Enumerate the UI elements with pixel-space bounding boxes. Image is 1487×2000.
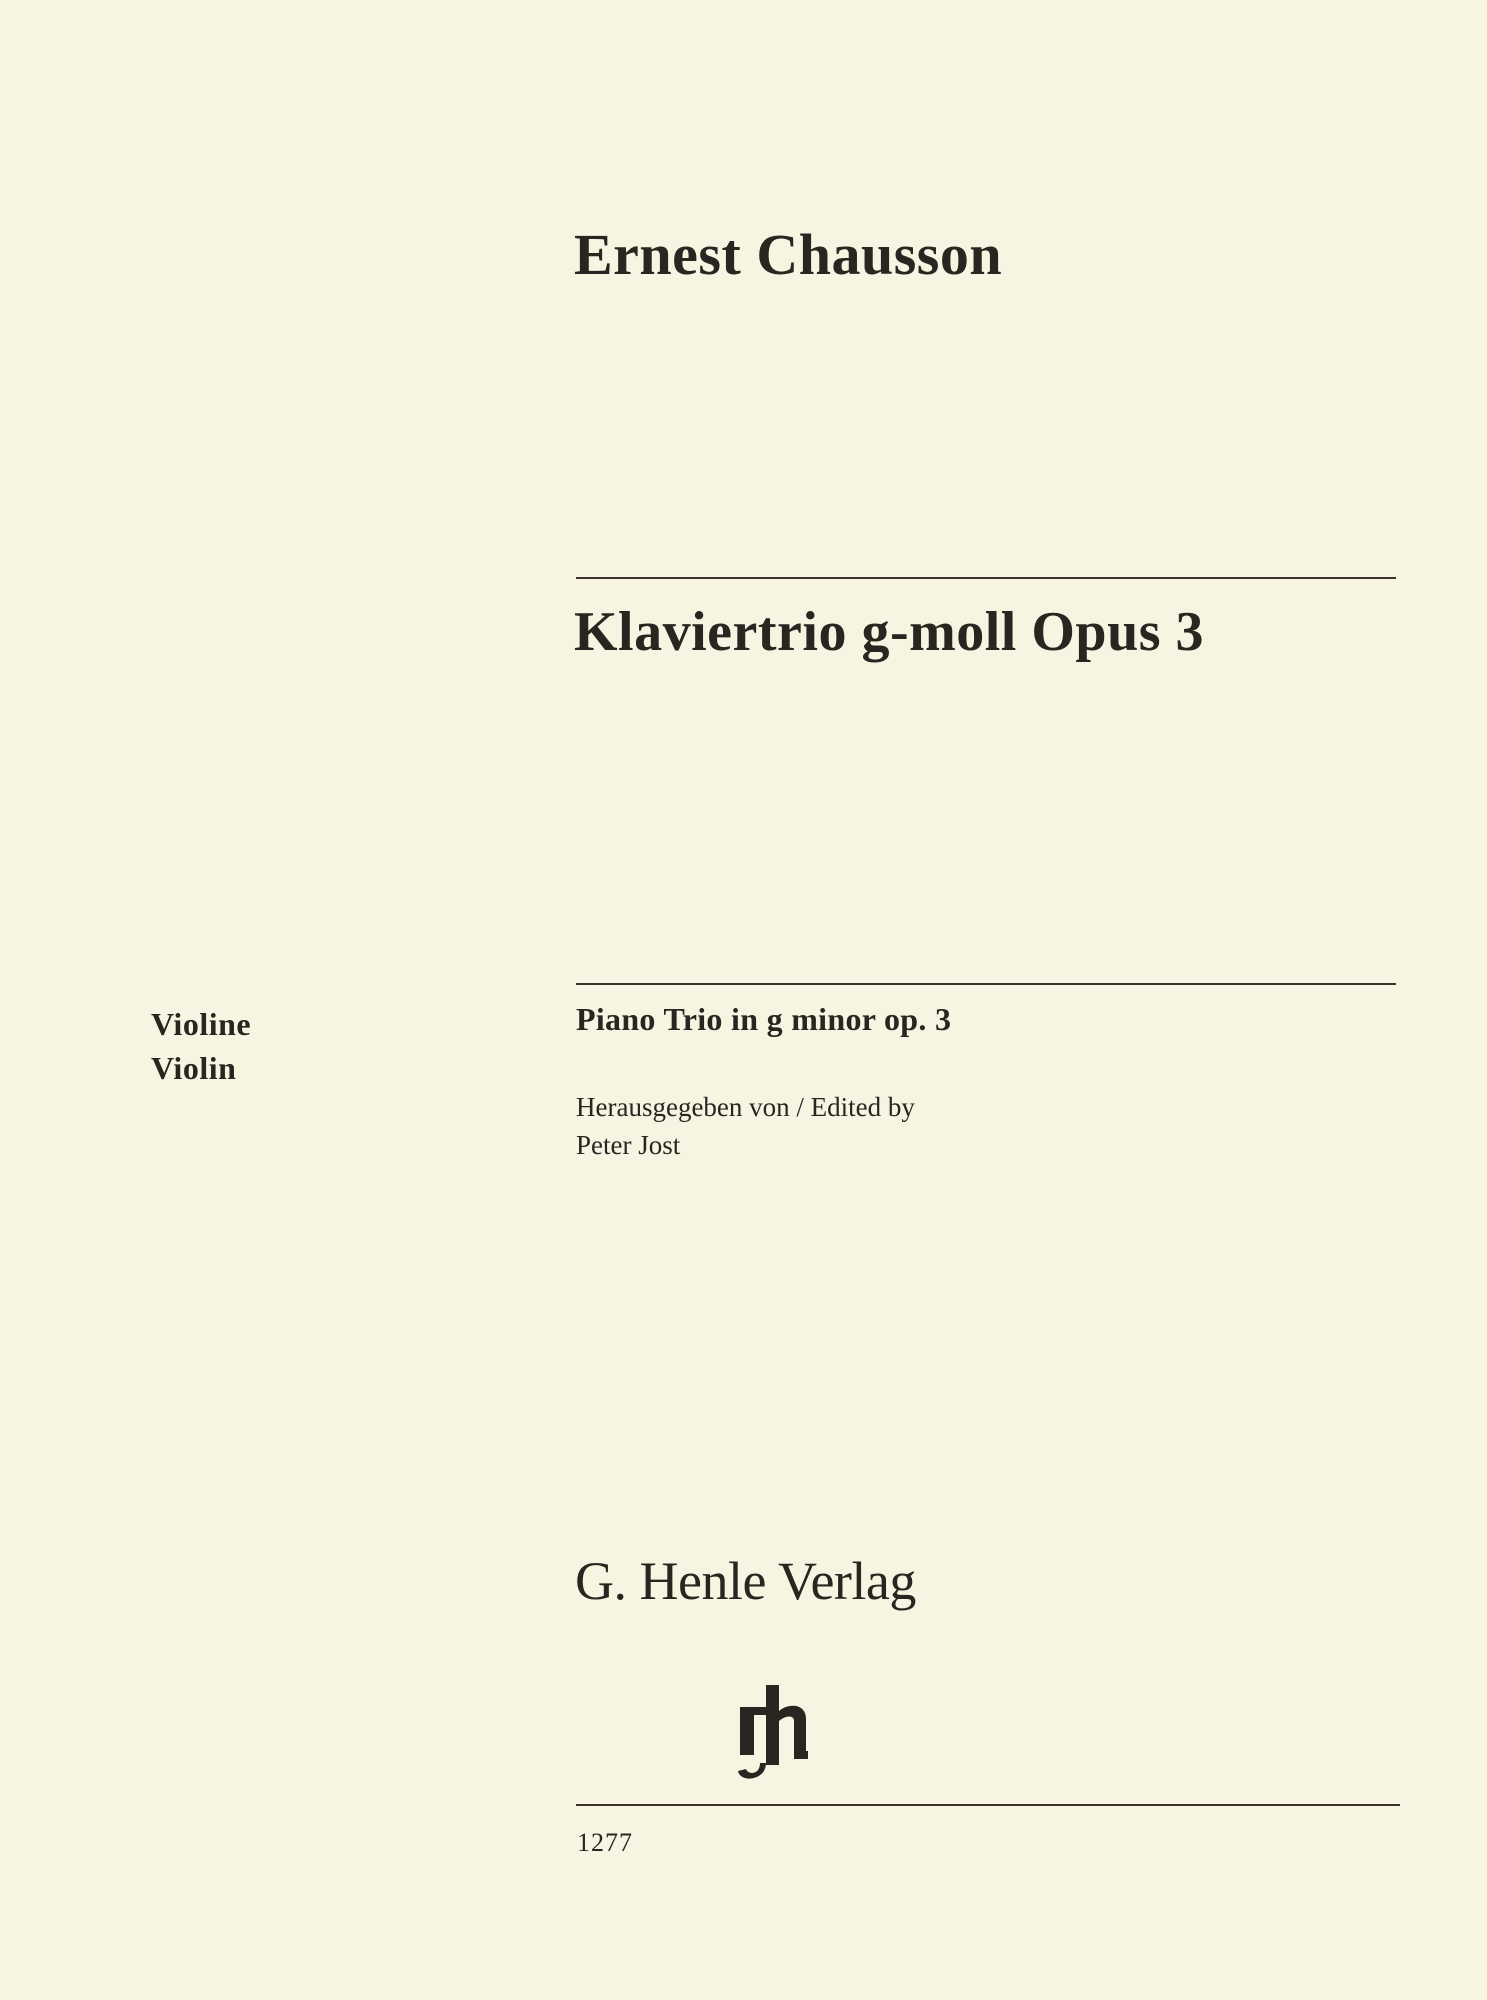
editor-credit [576,1088,915,1164]
edited-by-label: Herausgegeben von / Edited by [576,1092,915,1122]
divider-rule [576,983,1396,985]
instrument-label [151,1002,251,1090]
composer-name: Ernest Chausson [574,222,1003,287]
work-title-german: Klaviertrio g-moll Opus 3 [574,601,1205,663]
henle-monogram-icon [736,1685,820,1785]
instrument-english: Violin [151,1050,237,1086]
divider-rule [576,1804,1400,1806]
catalog-number: 1277 [577,1828,633,1857]
divider-rule [576,577,1396,579]
instrument-german: Violine [151,1006,252,1042]
publisher-name: G. Henle Verlag [575,1551,916,1611]
editor-name: Peter Jost [576,1130,681,1160]
work-title-english: Piano Trio in g minor op. 3 [576,1001,952,1037]
